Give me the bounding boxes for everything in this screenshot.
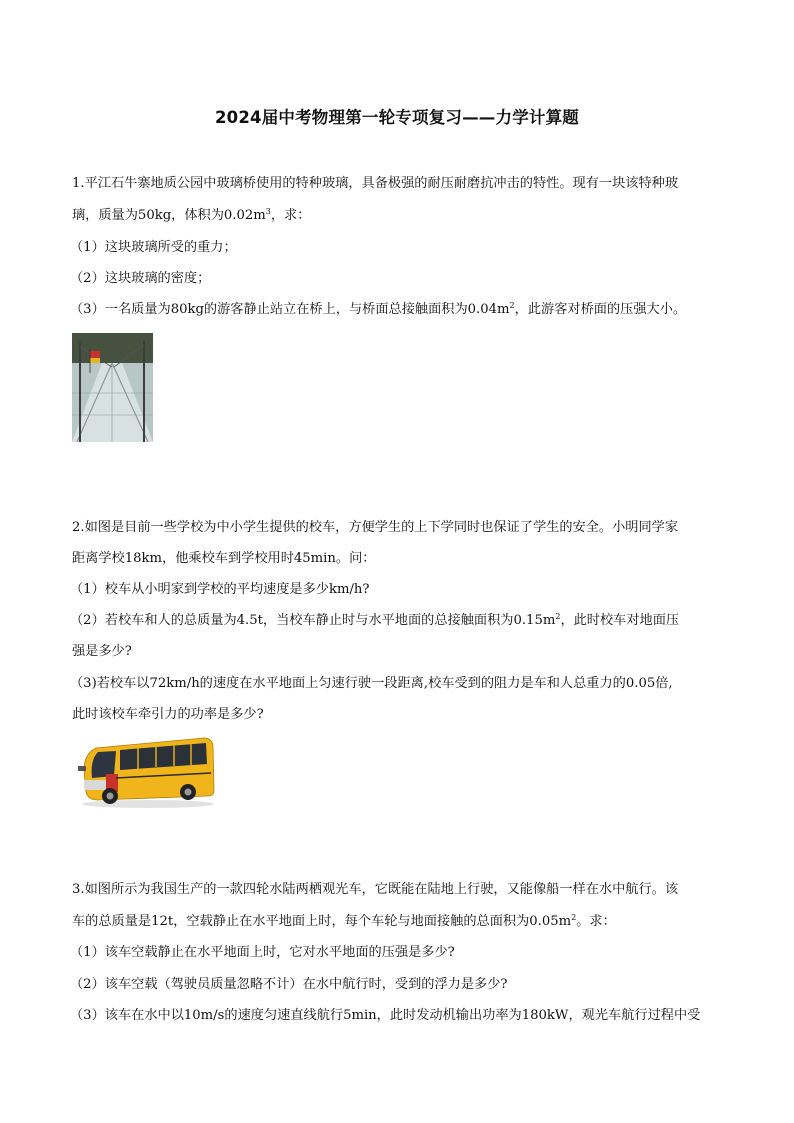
q2-line-2: 距离学校18km，他乘校车到学校用时45min。问： [72,551,376,566]
school-bus-photo [76,730,217,810]
school-bus-illustration [76,730,217,810]
q2-sub-3-cont: 此时该校车牵引力的功率是多少? [72,707,264,722]
q3-sub-1: （1）该车空载静止在水平地面上时，它对水平地面的压强是多少? [70,945,455,960]
q3-sub-3: （3）该车在水中以10m/s的速度匀速直线航行5min，此时发动机输出功率为180kW，观光车航行过程中受 [70,1008,701,1023]
q3-line-1: 3.如图所示为我国生产的一款四轮水陆两栖观光车，它既能在陆地上行驶，又能像船一样在水中航行。该 [72,882,679,897]
q2-line-1: 2.如图是目前一些学校为中小学生提供的校车，方便学生的上下学同时也保证了学生的安全。小明同学家 [72,520,679,535]
q2-sub-1: （1）校车从小明家到学校的平均速度是多少km/h? [70,582,370,597]
q1-line-1: 1.平江石牛寨地质公园中玻璃桥使用的特种玻璃，具备极强的耐压耐磨抗冲击的特性。现有一块该特种玻 [72,176,679,191]
q1-sub-2: （2）这块玻璃的密度； [70,271,211,286]
q2-sub-3: （3)若校车以72km/h的速度在水平地面上匀速行驶一段距离,校车受到的阻力是车和人总重力的0.05倍, [70,676,673,691]
glass-bridge-illustration [72,333,153,442]
q1-sub-3: （3）一名质量为80kg的游客静止站立在桥上，与桥面总接触面积为$0.04m^2$，此游客对桥面的压强大小。 [70,301,687,317]
q2-sub-2: （2）若校车和人的总质量为4.5t，当校车静止时与水平地面的总接触面积为$0.15m^2$，此时校车对地面压 [70,612,680,628]
page-title: 2024届中考物理第一轮专项复习——力学计算题 [214,108,580,127]
q3-sub-2: （2）该车空载（驾驶员质量忽略不计）在水中航行时，受到的浮力是多少? [70,977,508,992]
q1-line-2: 璃，质量为50kg，体积为$0.02m^3$，求： [72,207,311,223]
glass-bridge-photo [72,333,153,442]
q2-sub-2-cont: 强是多少? [72,644,132,659]
q3-line-2: 车的总质量是12t，空载静止在水平地面上时，每个车轮与地面接触的总面积为$0.05m^2$。求： [72,913,616,929]
q1-sub-1: （1）这块玻璃所受的重力； [70,240,237,255]
